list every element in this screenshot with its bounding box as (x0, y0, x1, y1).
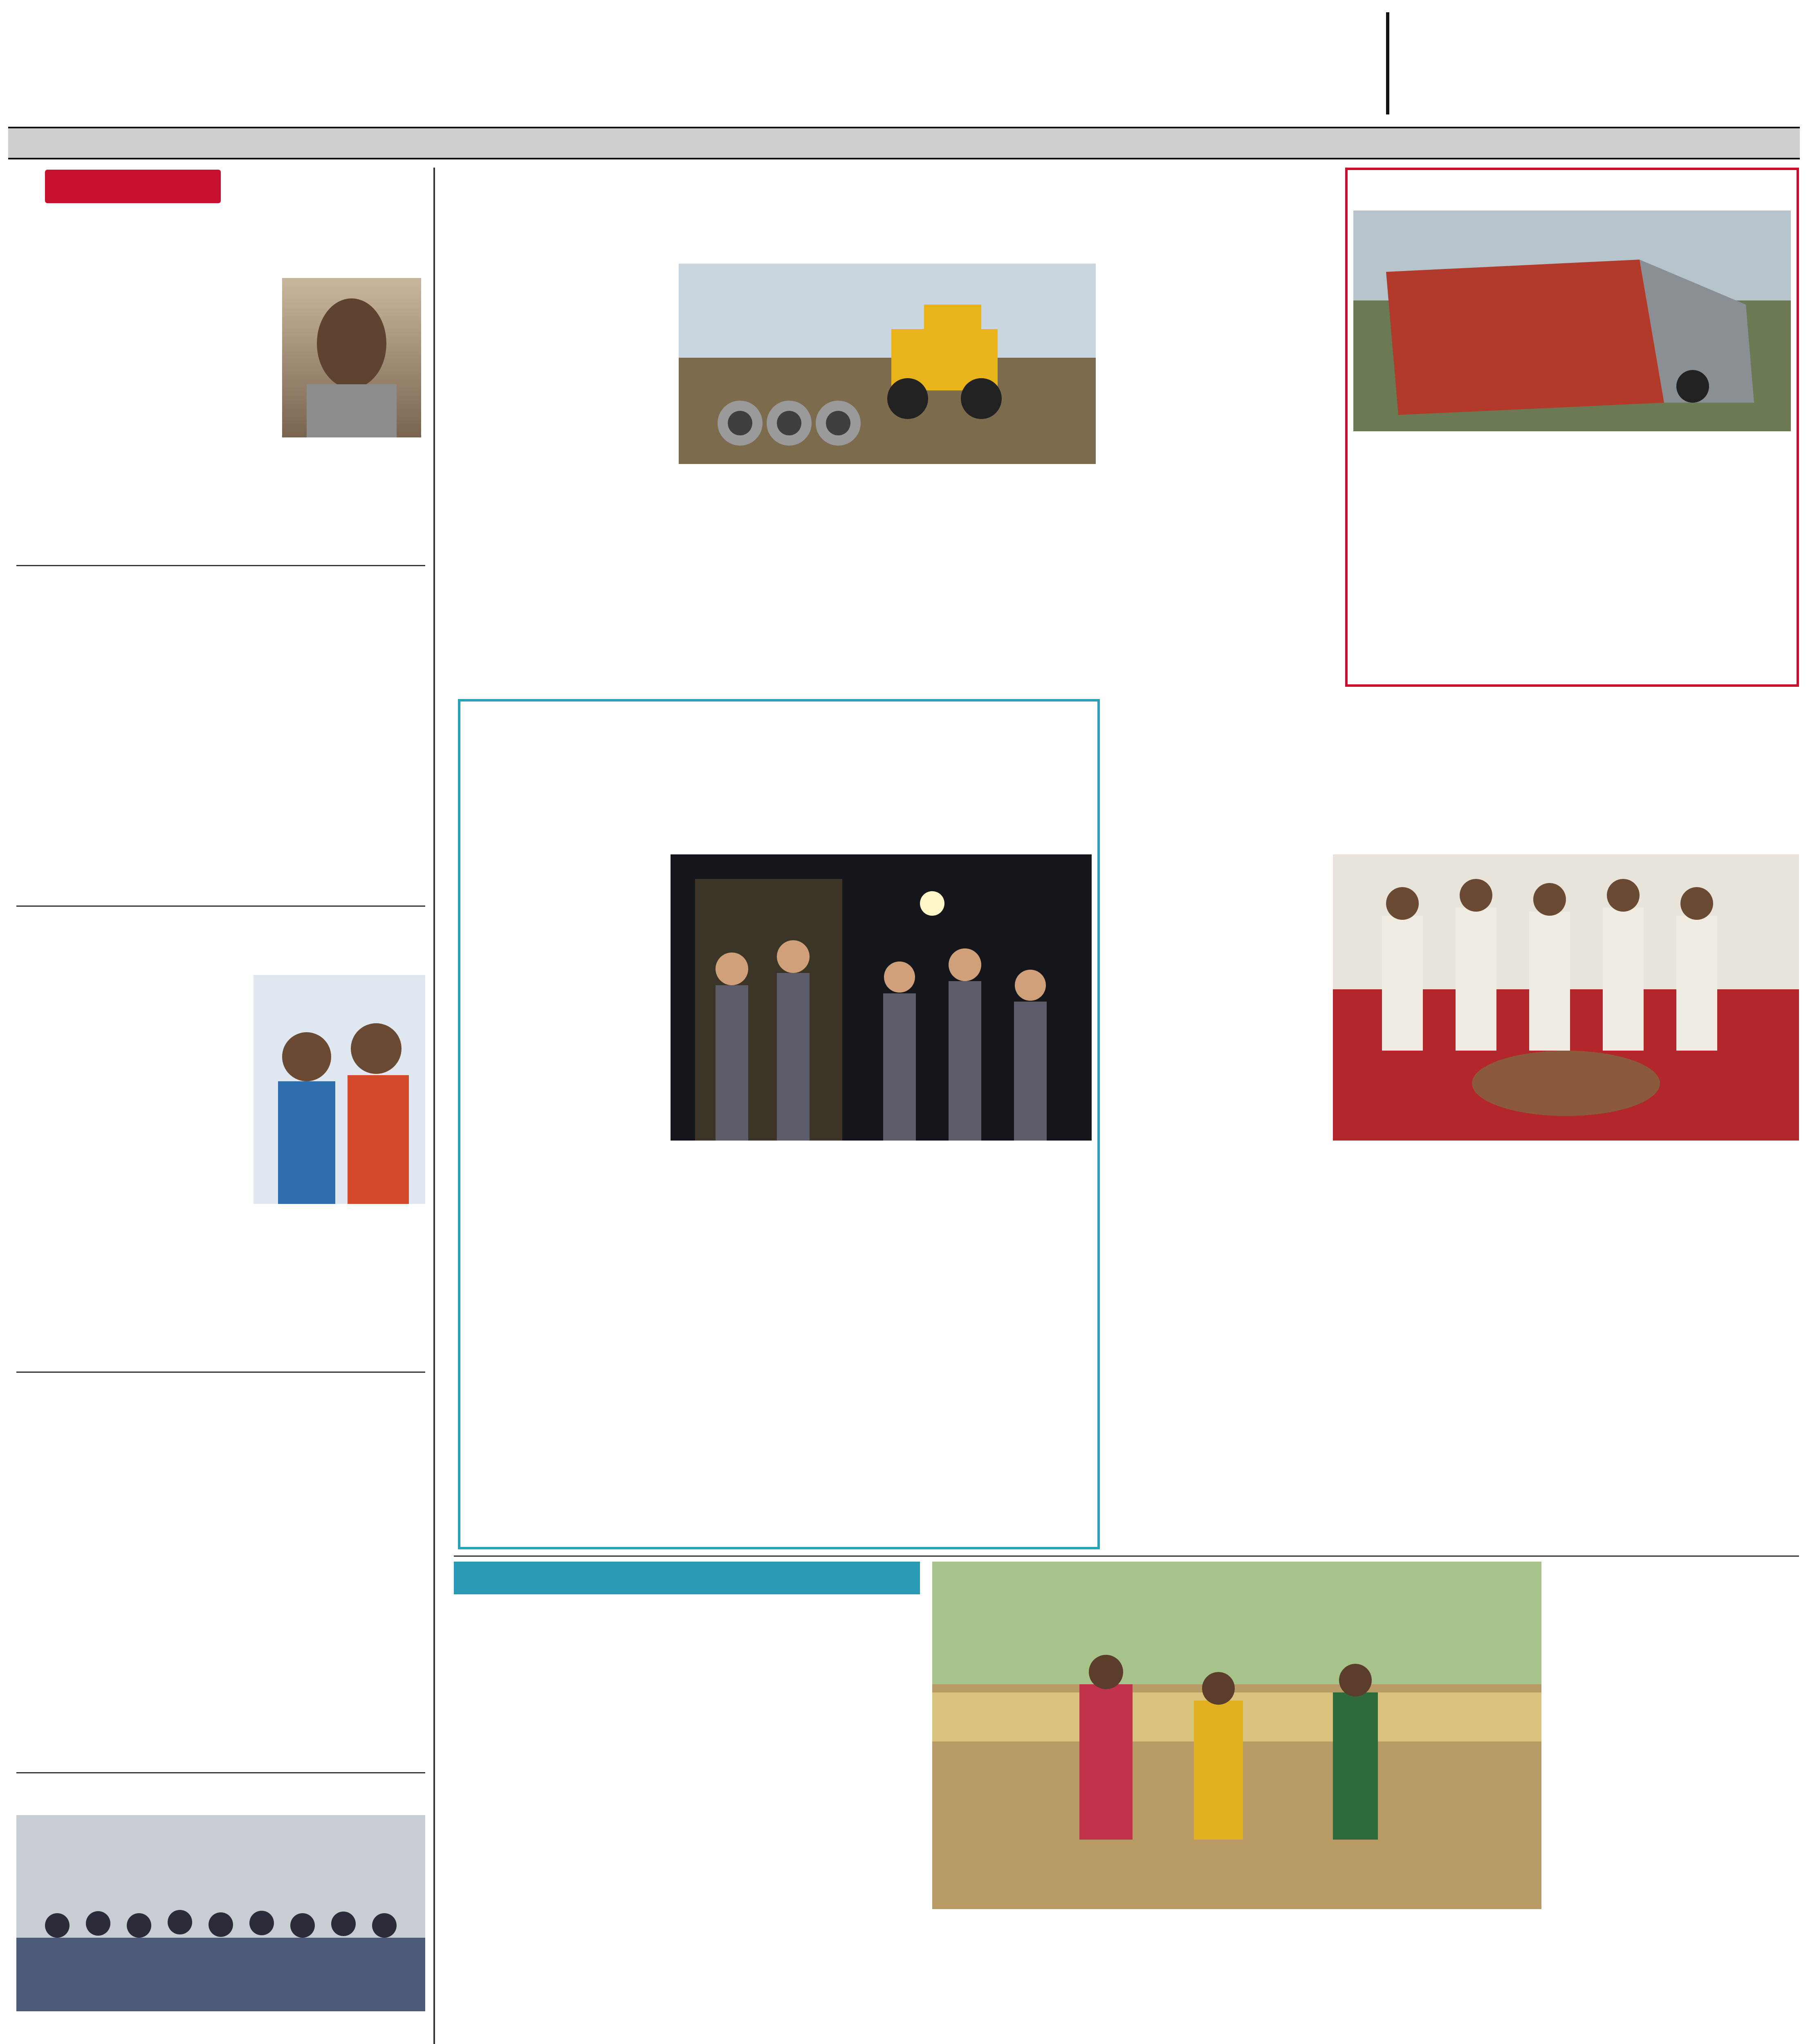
brief-section-label (45, 170, 221, 203)
riverfront-body (1570, 1149, 1799, 1545)
bhilad-body (1554, 1741, 1799, 2044)
paddy-headline (932, 1921, 1541, 2044)
limzar-body (671, 1149, 875, 1541)
liquor-subhead (454, 1754, 683, 1876)
divider (454, 1555, 1799, 1557)
limzar-body (470, 1108, 662, 1541)
brief-body (16, 1441, 425, 1768)
riverfront-body (1333, 1149, 1562, 1545)
saputara-caption (1353, 435, 1791, 681)
divider (16, 1772, 425, 1773)
brief-body (16, 975, 245, 1363)
brief-headline (16, 1778, 425, 1807)
limzar-headline (470, 707, 1092, 846)
liquor-body (691, 1754, 920, 2044)
brief-headline (16, 215, 425, 272)
brief-headline (16, 1378, 425, 1435)
lead-body (891, 470, 1096, 685)
brief-body (16, 2017, 425, 2044)
brief-body (16, 462, 425, 556)
accident-photo (1353, 211, 1791, 431)
info-bar (8, 127, 1800, 159)
limzar-subhead (470, 854, 662, 1100)
divider (16, 565, 425, 566)
masthead (0, 0, 1808, 123)
school-visit-photo (16, 1815, 425, 2011)
lead-body (454, 456, 671, 685)
liquor-subhead (454, 1880, 683, 2044)
lead-body (679, 470, 883, 685)
newspaper-logo (1411, 16, 1779, 78)
divider (16, 1372, 425, 1373)
bhilad-headline (1554, 1570, 1799, 1733)
brief-headline (16, 572, 425, 630)
protest-photo (671, 854, 1092, 1141)
riverfront-headline (1112, 699, 1799, 838)
photo-credit (1006, 444, 1092, 460)
jcb-photo (679, 264, 1096, 464)
riverfront-subhead (1112, 854, 1325, 977)
brief-headline (16, 912, 425, 969)
ceremony-photo (1333, 854, 1799, 1141)
saputara-headline (1353, 174, 1791, 206)
lead-body (1104, 264, 1333, 685)
masthead-title (429, 8, 1362, 114)
limzar-body (883, 1149, 1092, 1541)
paddy-field-photo (932, 1562, 1541, 1909)
logo-tagline (1484, 80, 1779, 94)
lead-subhead (454, 264, 671, 452)
victim-photo (282, 278, 421, 437)
lead-headline (454, 168, 1325, 262)
column-rule (433, 168, 435, 2044)
photo-credit (1443, 1885, 1533, 1901)
student-photo (253, 975, 425, 1204)
liquor-headline (454, 1602, 920, 1741)
divider (16, 905, 425, 907)
masthead-divider (1386, 12, 1389, 114)
brief-body (16, 638, 425, 899)
brief-body (16, 278, 274, 458)
riverfront-body (1112, 981, 1325, 1545)
liquor-banner (454, 1562, 920, 1594)
